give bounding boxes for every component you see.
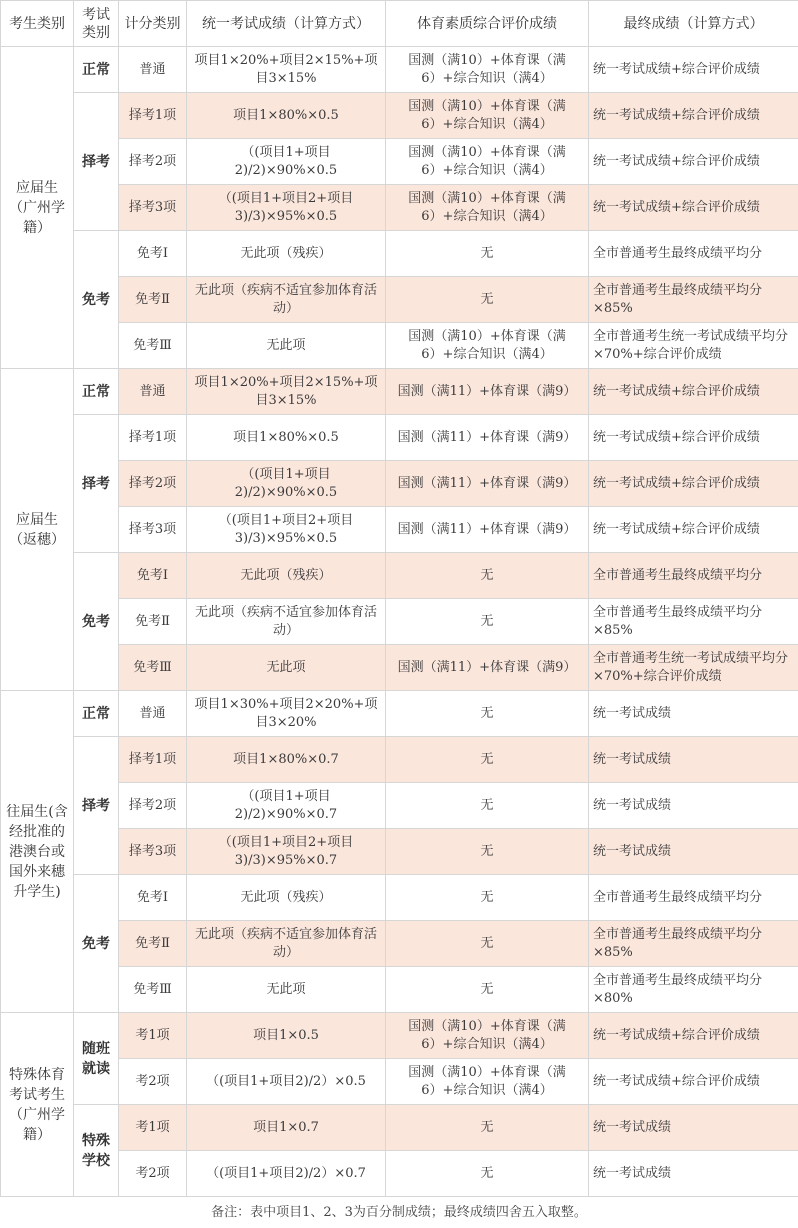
- final-score-formula: 全市普通考生最终成绩平均分: [589, 875, 798, 921]
- exam-category: 免考: [74, 231, 119, 369]
- pe-evaluation: 无: [386, 277, 589, 323]
- score-category: 考2项: [119, 1151, 187, 1197]
- unified-exam-formula: 无此项: [187, 323, 386, 369]
- pe-evaluation: 无: [386, 829, 589, 875]
- final-score-formula: 统一考试成绩+综合评价成绩: [589, 93, 798, 139]
- table-row: [1, 93, 798, 139]
- score-category: 择考2项: [119, 783, 187, 829]
- exam-category: 免考: [74, 553, 119, 691]
- final-score-formula: 全市普通考生最终成绩平均分: [589, 231, 798, 277]
- unified-exam-formula: （(项目1+项目2+项目3)/3)×95%×0.5: [187, 185, 386, 231]
- final-score-formula: 全市普通考生统一考试成绩平均分×70%+综合评价成绩: [589, 323, 798, 369]
- table-row: [1, 1151, 798, 1197]
- unified-exam-formula: 项目1×0.7: [187, 1105, 386, 1151]
- score-category: 考2项: [119, 1059, 187, 1105]
- table-row: [1, 737, 798, 783]
- unified-exam-formula: 无此项: [187, 967, 386, 1013]
- table-row: [1, 415, 798, 461]
- table-row: [1, 461, 798, 507]
- pe-evaluation: 无: [386, 553, 589, 599]
- pe-evaluation: 无: [386, 691, 589, 737]
- score-category: 择考1项: [119, 737, 187, 783]
- student-category: 应届生（广州学籍）: [1, 47, 74, 369]
- unified-exam-formula: （(项目1+项目2)/2)×90%×0.5: [187, 139, 386, 185]
- exam-category: 特殊学校: [74, 1105, 119, 1197]
- pe-evaluation: 无: [386, 1105, 589, 1151]
- score-category: 免考Ⅰ: [119, 231, 187, 277]
- table-row: [1, 369, 798, 415]
- student-category: 应届生（返穗）: [1, 369, 74, 691]
- pe-evaluation: 无: [386, 921, 589, 967]
- table-row: [1, 553, 798, 599]
- table-body: [1, 47, 798, 1197]
- score-category: 择考1项: [119, 93, 187, 139]
- table-row: [1, 967, 798, 1013]
- table-row: [1, 507, 798, 553]
- score-category: 考1项: [119, 1105, 187, 1151]
- header-pe-evaluation: 体育素质综合评价成绩: [386, 1, 589, 47]
- pe-evaluation: 国测（满10）+体育课（满6）+综合知识（满4）: [386, 139, 589, 185]
- pe-evaluation: 国测（满11）+体育课（满9）: [386, 645, 589, 691]
- header-unified-exam: 统一考试成绩（计算方式）: [187, 1, 386, 47]
- header-score-type: 计分类别: [119, 1, 187, 47]
- unified-exam-formula: （(项目1+项目2+项目3)/3)×95%×0.7: [187, 829, 386, 875]
- unified-exam-formula: （(项目1+项目2)/2)×90%×0.7: [187, 783, 386, 829]
- unified-exam-formula: （(项目1+项目2)/2）×0.5: [187, 1059, 386, 1105]
- score-category: 免考Ⅰ: [119, 553, 187, 599]
- final-score-formula: 统一考试成绩+综合评价成绩: [589, 47, 798, 93]
- header-student-type: 考生类别: [1, 1, 74, 47]
- pe-evaluation: 国测（满10）+体育课（满6）+综合知识（满4）: [386, 47, 589, 93]
- score-category: 免考Ⅰ: [119, 875, 187, 921]
- pe-evaluation: 国测（满11）+体育课（满9）: [386, 369, 589, 415]
- unified-exam-formula: 项目1×80%×0.7: [187, 737, 386, 783]
- pe-evaluation: 无: [386, 967, 589, 1013]
- score-category: 免考Ⅲ: [119, 967, 187, 1013]
- table-row: [1, 185, 798, 231]
- score-category: 免考Ⅱ: [119, 921, 187, 967]
- score-category: 普通: [119, 47, 187, 93]
- header-exam-type: 考试类别: [74, 1, 119, 47]
- table-row: [1, 323, 798, 369]
- final-score-formula: 统一考试成绩+综合评价成绩: [589, 1013, 798, 1059]
- table-row: [1, 829, 798, 875]
- final-score-formula: 统一考试成绩: [589, 1105, 798, 1151]
- table-row: [1, 1105, 798, 1151]
- table-row: [1, 1059, 798, 1105]
- student-category: 特殊体育考试考生（广州学籍）: [1, 1013, 74, 1197]
- unified-exam-formula: 无此项: [187, 645, 386, 691]
- score-category: 考1项: [119, 1013, 187, 1059]
- final-score-formula: 全市普通考生最终成绩平均分×85%: [589, 921, 798, 967]
- unified-exam-formula: 项目1×80%×0.5: [187, 93, 386, 139]
- unified-exam-formula: 项目1×80%×0.5: [187, 415, 386, 461]
- table-row: [1, 277, 798, 323]
- final-score-formula: 统一考试成绩+综合评价成绩: [589, 369, 798, 415]
- table-row: [1, 47, 798, 93]
- final-score-formula: 统一考试成绩: [589, 737, 798, 783]
- score-category: 择考2项: [119, 139, 187, 185]
- unified-exam-formula: 无此项（残疾）: [187, 553, 386, 599]
- table-row: [1, 599, 798, 645]
- exam-category: 免考: [74, 875, 119, 1013]
- score-category: 免考Ⅱ: [119, 599, 187, 645]
- score-category: 择考3项: [119, 829, 187, 875]
- exam-category: 随班就读: [74, 1013, 119, 1105]
- pe-evaluation: 国测（满11）+体育课（满9）: [386, 507, 589, 553]
- pe-evaluation: 国测（满10）+体育课（满6）+综合知识（满4）: [386, 185, 589, 231]
- unified-exam-formula: 无此项（疾病不适宜参加体育活动）: [187, 277, 386, 323]
- pe-evaluation: 国测（满10）+体育课（满6）+综合知识（满4）: [386, 323, 589, 369]
- unified-exam-formula: 项目1×30%+项目2×20%+项目3×20%: [187, 691, 386, 737]
- pe-evaluation: 国测（满11）+体育课（满9）: [386, 415, 589, 461]
- pe-evaluation: 无: [386, 1151, 589, 1197]
- exam-category: 择考: [74, 415, 119, 553]
- pe-evaluation: 无: [386, 875, 589, 921]
- pe-evaluation: 国测（满10）+体育课（满6）+综合知识（满4）: [386, 93, 589, 139]
- student-category: 往届生(含经批准的港澳台或国外来穗升学生): [1, 691, 74, 1013]
- header-final-score: 最终成绩（计算方式）: [589, 1, 798, 47]
- final-score-formula: 全市普通考生最终成绩平均分×85%: [589, 599, 798, 645]
- unified-exam-formula: 无此项（残疾）: [187, 231, 386, 277]
- pe-evaluation: 无: [386, 737, 589, 783]
- unified-exam-formula: （(项目1+项目2)/2）×0.7: [187, 1151, 386, 1197]
- score-category: 择考1项: [119, 415, 187, 461]
- score-category: 普通: [119, 691, 187, 737]
- final-score-formula: 统一考试成绩+综合评价成绩: [589, 185, 798, 231]
- score-category: 免考Ⅲ: [119, 645, 187, 691]
- table-row: [1, 691, 798, 737]
- pe-evaluation: 无: [386, 231, 589, 277]
- unified-exam-formula: 项目1×20%+项目2×15%+项目3×15%: [187, 369, 386, 415]
- exam-category: 正常: [74, 47, 119, 93]
- final-score-formula: 统一考试成绩: [589, 783, 798, 829]
- score-category: 择考2项: [119, 461, 187, 507]
- score-category: 免考Ⅲ: [119, 323, 187, 369]
- final-score-formula: 全市普通考生最终成绩平均分: [589, 553, 798, 599]
- table-row: [1, 231, 798, 277]
- final-score-formula: 统一考试成绩: [589, 691, 798, 737]
- final-score-formula: 全市普通考生最终成绩平均分×80%: [589, 967, 798, 1013]
- final-score-formula: 统一考试成绩: [589, 1151, 798, 1197]
- final-score-formula: 全市普通考生最终成绩平均分×85%: [589, 277, 798, 323]
- unified-exam-formula: （(项目1+项目2)/2)×90%×0.5: [187, 461, 386, 507]
- score-category: 普通: [119, 369, 187, 415]
- score-category: 择考3项: [119, 185, 187, 231]
- final-score-formula: 统一考试成绩+综合评价成绩: [589, 139, 798, 185]
- exam-category: 择考: [74, 93, 119, 231]
- pe-evaluation: 国测（满11）+体育课（满9）: [386, 461, 589, 507]
- unified-exam-formula: 无此项（残疾）: [187, 875, 386, 921]
- final-score-formula: 统一考试成绩+综合评价成绩: [589, 415, 798, 461]
- exam-category: 正常: [74, 369, 119, 415]
- pe-evaluation: 无: [386, 783, 589, 829]
- table-row: [1, 783, 798, 829]
- table-row: [1, 1013, 798, 1059]
- final-score-formula: 全市普通考生统一考试成绩平均分×70%+综合评价成绩: [589, 645, 798, 691]
- table-row: [1, 921, 798, 967]
- score-category: 免考Ⅱ: [119, 277, 187, 323]
- unified-exam-formula: 无此项（疾病不适宜参加体育活动）: [187, 599, 386, 645]
- final-score-formula: 统一考试成绩: [589, 829, 798, 875]
- table-row: [1, 139, 798, 185]
- header-row: [1, 1, 798, 47]
- score-category: 择考3项: [119, 507, 187, 553]
- final-score-formula: 统一考试成绩+综合评价成绩: [589, 1059, 798, 1105]
- unified-exam-formula: 项目1×0.5: [187, 1013, 386, 1059]
- footnote: 备注：表中项目1、2、3为百分制成绩；最终成绩四舍五入取整。: [211, 1205, 587, 1220]
- pe-evaluation: 无: [386, 599, 589, 645]
- final-score-formula: 统一考试成绩+综合评价成绩: [589, 461, 798, 507]
- unified-exam-formula: 项目1×20%+项目2×15%+项目3×15%: [187, 47, 386, 93]
- exam-category: 择考: [74, 737, 119, 875]
- table-row: [1, 875, 798, 921]
- unified-exam-formula: 无此项（疾病不适宜参加体育活动）: [187, 921, 386, 967]
- pe-evaluation: 国测（满10）+体育课（满6）+综合知识（满4）: [386, 1013, 589, 1059]
- pe-evaluation: 国测（满10）+体育课（满6）+综合知识（满4）: [386, 1059, 589, 1105]
- final-score-formula: 统一考试成绩+综合评价成绩: [589, 507, 798, 553]
- exam-category: 正常: [74, 691, 119, 737]
- table-row: [1, 645, 798, 691]
- unified-exam-formula: （(项目1+项目2+项目3)/3)×95%×0.5: [187, 507, 386, 553]
